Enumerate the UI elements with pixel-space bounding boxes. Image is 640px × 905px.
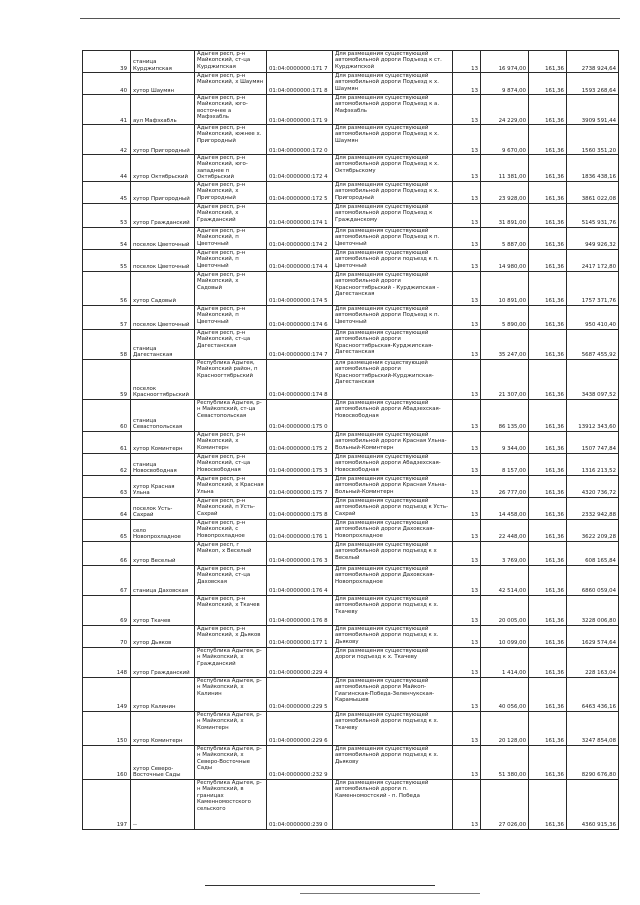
top-rule (80, 18, 620, 19)
table-row (83, 625, 619, 647)
address: Адыгея респ, р-н Майкопский, юго-восточнее а Мафэхабль (195, 95, 267, 125)
amount-value: 5687 455,92 (567, 329, 619, 359)
row-number: 64 (83, 497, 131, 519)
rate-value: 161,36 (529, 95, 567, 125)
cadastral-number: 01:04:0000000:174 6 (267, 305, 333, 329)
cadastral-number: 01:04:0000000:174 7 (267, 329, 333, 359)
area-value: 35 247,00 (481, 329, 529, 359)
address: Республика Адыгея, р-н Майкопский, х Гражданский (195, 647, 267, 677)
permitted-use: Для размещения существующей автомобильной дороги Подъезд к х. Шаумян (333, 73, 453, 95)
locality-name: хутор Октябрьский (131, 155, 195, 182)
cadastral-number: 01:04:0000000:174 2 (267, 227, 333, 249)
rate-value: 161,36 (529, 271, 567, 305)
area-value: 11 381,00 (481, 155, 529, 182)
locality-name: хутор Коминтерн (131, 711, 195, 745)
permitted-use: Для размещения существующей автомобильной дороги п. Каменномостский - п. Победа (333, 779, 453, 829)
cadastral-number: 01:04:0000000:175 7 (267, 475, 333, 497)
table-row (83, 329, 619, 359)
rate-value: 161,36 (529, 565, 567, 595)
category-code: 13 (453, 475, 481, 497)
row-number: 39 (83, 51, 131, 73)
category-code: 13 (453, 73, 481, 95)
rate-value: 161,36 (529, 711, 567, 745)
rate-value: 161,36 (529, 73, 567, 95)
cadastral-number: 01:04:0000000:229 4 (267, 647, 333, 677)
cadastral-number: 01:04:0000000:176 4 (267, 565, 333, 595)
permitted-use: Для размещения существующей автомобильной дороги Даховская-Новопрохладное (333, 519, 453, 541)
locality-name: село Новопрохладное (131, 519, 195, 541)
category-code: 13 (453, 125, 481, 155)
amount-value: 6463 436,16 (567, 677, 619, 711)
row-number: 69 (83, 595, 131, 625)
category-code: 13 (453, 249, 481, 271)
address: Адыгея респ, р-н Майкопский, х Гражданский (195, 203, 267, 227)
row-number: 160 (83, 745, 131, 779)
rate-value: 161,36 (529, 541, 567, 565)
amount-value: 1836 438,16 (567, 155, 619, 182)
rate-value: 161,36 (529, 227, 567, 249)
rate-value: 161,36 (529, 399, 567, 431)
table-row (83, 745, 619, 779)
area-value: 27 026,00 (481, 779, 529, 829)
cadastral-number: 01:04:0000000:171 7 (267, 51, 333, 73)
amount-value: 5145 931,76 (567, 203, 619, 227)
permitted-use: Для размещения существующей автомобильной дороги Подъезд к х. Октябрьскому (333, 155, 453, 182)
area-value: 14 980,00 (481, 249, 529, 271)
area-value: 24 229,00 (481, 95, 529, 125)
locality-name: хутор Ткачев (131, 595, 195, 625)
table-body (83, 51, 619, 830)
amount-value: 228 163,04 (567, 647, 619, 677)
address: Адыгея респ, р-н Майкопский, ст-ца Дагестанская (195, 329, 267, 359)
area-value: 21 307,00 (481, 359, 529, 399)
category-code: 13 (453, 51, 481, 73)
area-value: 51 380,00 (481, 745, 529, 779)
category-code: 13 (453, 519, 481, 541)
cadastral-number: 01:04:0000000:174 4 (267, 249, 333, 271)
rate-value: 161,36 (529, 453, 567, 475)
cadastral-number: 01:04:0000000:174 5 (267, 271, 333, 305)
cadastral-number: 01:04:0000000:174 1 (267, 203, 333, 227)
amount-value: 3909 591,44 (567, 95, 619, 125)
permitted-use: Для размещения существующей автомобильной дороги подъезд к х Веселый (333, 541, 453, 565)
rate-value: 161,36 (529, 745, 567, 779)
address: Адыгея респ, р-н Майкопский, х Шаумян (195, 73, 267, 95)
address: Адыгея респ, р-н Майкопский, х Дьяков (195, 625, 267, 647)
address: Республика Адыгея, р-н Майкопский, х Калинин (195, 677, 267, 711)
locality-name: поселок Красноогтябрьский (131, 359, 195, 399)
rate-value: 161,36 (529, 625, 567, 647)
locality-name: станица Курджипская (131, 51, 195, 73)
rate-value: 161,36 (529, 181, 567, 203)
amount-value: 4360 915,36 (567, 779, 619, 829)
area-value: 9 874,00 (481, 73, 529, 95)
cadastral-number: 01:04:0000000:172 0 (267, 125, 333, 155)
row-number: 67 (83, 565, 131, 595)
area-value: 16 974,00 (481, 51, 529, 73)
table-row (83, 227, 619, 249)
area-value: 3 769,00 (481, 541, 529, 565)
amount-value: 4320 736,72 (567, 475, 619, 497)
cadastral-number: 01:04:0000000:175 0 (267, 399, 333, 431)
address: Адыгея респ, р-н Майкопский, х Садовый (195, 271, 267, 305)
amount-value: 1757 371,76 (567, 271, 619, 305)
table-row (83, 647, 619, 677)
cadastral-number: 01:04:0000000:177 1 (267, 625, 333, 647)
row-number: 149 (83, 677, 131, 711)
rate-value: 161,36 (529, 125, 567, 155)
locality-name: хутор Шаумян (131, 73, 195, 95)
amount-value: 1316 213,52 (567, 453, 619, 475)
cadastral-number: 01:04:0000000:171 9 (267, 95, 333, 125)
area-value: 26 777,00 (481, 475, 529, 497)
cadastral-number: 01:04:0000000:175 2 (267, 431, 333, 453)
amount-value: 950 410,40 (567, 305, 619, 329)
table-row (83, 431, 619, 453)
row-number: 60 (83, 399, 131, 431)
permitted-use: Для размещения существующей автомобильной дороги подъезд к х. Ткачеву (333, 595, 453, 625)
amount-value: 2332 942,88 (567, 497, 619, 519)
rate-value: 161,36 (529, 203, 567, 227)
row-number: 61 (83, 431, 131, 453)
rate-value: 161,36 (529, 519, 567, 541)
permitted-use: Для размещения существующей автомобильной дороги Красная Ульна-Вольный-Коминтерн (333, 475, 453, 497)
table-row (83, 359, 619, 399)
area-value: 10 099,00 (481, 625, 529, 647)
address: Адыгея респ, р-н Майкопский, п Усть-Сахрай (195, 497, 267, 519)
address: Адыгея респ, р-н Майкопский, ст-ца Новосвободная (195, 453, 267, 475)
permitted-use: Для размещения существующей автомобильной дороги Подъезд к Гражданскому (333, 203, 453, 227)
cadastral-number: 01:04:0000000:176 3 (267, 541, 333, 565)
amount-value: 949 926,32 (567, 227, 619, 249)
area-value: 40 056,00 (481, 677, 529, 711)
cadastral-number: 01:04:0000000:229 6 (267, 711, 333, 745)
address: Адыгея респ, р-н Майкопский, п Цветочный (195, 227, 267, 249)
table-row (83, 565, 619, 595)
amount-value: 2738 924,64 (567, 51, 619, 73)
locality-name: поселок Цветочный (131, 249, 195, 271)
table-row (83, 155, 619, 182)
category-code: 13 (453, 677, 481, 711)
area-value: 20 005,00 (481, 595, 529, 625)
row-number: 59 (83, 359, 131, 399)
table-row (83, 519, 619, 541)
row-number: 45 (83, 181, 131, 203)
address: Республика Адыгея, р-н Майкопский, х Северо-Восточные Сады (195, 745, 267, 779)
address: Адыгея респ, р-н Майкопский, п Цветочный (195, 305, 267, 329)
category-code: 13 (453, 203, 481, 227)
row-number: 54 (83, 227, 131, 249)
amount-value: 3228 006,80 (567, 595, 619, 625)
locality-name: хутор Северо-Восточные Сады (131, 745, 195, 779)
locality-name: хутор Пригородный (131, 125, 195, 155)
area-value: 10 891,00 (481, 271, 529, 305)
amount-value: 1629 574,64 (567, 625, 619, 647)
locality-name: аул Мафэхабль (131, 95, 195, 125)
address: Адыгея респ, р-н Майкопский, ст-ца Даховская (195, 565, 267, 595)
row-number: 42 (83, 125, 131, 155)
locality-name: хутор Гражданский (131, 647, 195, 677)
amount-value: 3247 854,08 (567, 711, 619, 745)
permitted-use: Для размещения существующей автомобильной дороги подъезд к х. Дьякову (333, 745, 453, 779)
area-value: 5 887,00 (481, 227, 529, 249)
address: Адыгея респ, р-н Майкопский, х Красная Ульна (195, 475, 267, 497)
category-code: 13 (453, 497, 481, 519)
area-value: 20 128,00 (481, 711, 529, 745)
row-number: 56 (83, 271, 131, 305)
rate-value: 161,36 (529, 305, 567, 329)
address: Адыгея респ, р-н Майкопский, х Коминтерн (195, 431, 267, 453)
permitted-use: Для размещения существующей автомобильной дороги Даховская-Новопрохладное (333, 565, 453, 595)
locality-name: хутор Коминтерн (131, 431, 195, 453)
cadastral-number: 01:04:0000000:232 9 (267, 745, 333, 779)
address: Республика Адыгея, Майкопский район, п Красноогтябрьский (195, 359, 267, 399)
category-code: 13 (453, 155, 481, 182)
category-code: 13 (453, 305, 481, 329)
permitted-use: Для размещения существующей автомобильной дороги Подъезд к п. Цветочный (333, 305, 453, 329)
land-plots-table (82, 50, 619, 830)
cadastral-number: 01:04:0000000:229 5 (267, 677, 333, 711)
cadastral-number: 01:04:0000000:172 5 (267, 181, 333, 203)
category-code: 13 (453, 541, 481, 565)
category-code: 13 (453, 625, 481, 647)
address: Адыгея респ, р-н Майкопский, ст-ца Курджипская (195, 51, 267, 73)
category-code: 13 (453, 745, 481, 779)
locality-name: хутор Веселый (131, 541, 195, 565)
address: Республика Адыгея, р-н Майкопский, в границах Каменномостского сельского (195, 779, 267, 829)
rate-value: 161,36 (529, 677, 567, 711)
address: Адыгея респ, р-н Майкопский, с Новопрохладное (195, 519, 267, 541)
locality-name: хутор Дьяков (131, 625, 195, 647)
cadastral-number: 01:04:0000000:171 8 (267, 73, 333, 95)
category-code: 13 (453, 399, 481, 431)
permitted-use: Для размещения существующей автомобильной дороги подъезд к п. Цветочный (333, 249, 453, 271)
table-row (83, 51, 619, 73)
permitted-use: Для размещения существующей дороги подъезд к х. Ткачеву (333, 647, 453, 677)
area-value: 14 458,00 (481, 497, 529, 519)
permitted-use: Для размещения существующей автомобильной дороги подъезд к Усть-Сахрай (333, 497, 453, 519)
table-row (83, 95, 619, 125)
table-row (83, 475, 619, 497)
amount-value: 8290 676,80 (567, 745, 619, 779)
amount-value: 3861 022,08 (567, 181, 619, 203)
locality-name: поселок Цветочный (131, 305, 195, 329)
row-number: 70 (83, 625, 131, 647)
cadastral-number: 01:04:0000000:239 0 (267, 779, 333, 829)
row-number: 65 (83, 519, 131, 541)
locality-name: хутор Красная Ульна (131, 475, 195, 497)
permitted-use: Для размещения существующей автомобильной дороги Подъезд к х. Пригородный (333, 181, 453, 203)
address: Адыгея респ, р-н Майкопский, юго-западнее п Октябрьский (195, 155, 267, 182)
category-code: 13 (453, 711, 481, 745)
permitted-use: Для размещения существующей автомобильной дороги Подъезд к п. Цветочный (333, 227, 453, 249)
amount-value: 2417 172,80 (567, 249, 619, 271)
permitted-use: Для размещения существующей автомобильной дороги Абадзехская-Новосвободная (333, 399, 453, 431)
row-number: 57 (83, 305, 131, 329)
rate-value: 161,36 (529, 647, 567, 677)
rate-value: 161,36 (529, 595, 567, 625)
row-number: 148 (83, 647, 131, 677)
area-value: 9 344,00 (481, 431, 529, 453)
cadastral-number: 01:04:0000000:174 8 (267, 359, 333, 399)
row-number: 66 (83, 541, 131, 565)
table-row (83, 125, 619, 155)
amount-value: 1507 747,84 (567, 431, 619, 453)
category-code: 13 (453, 271, 481, 305)
area-value: 86 135,00 (481, 399, 529, 431)
locality-name: станица Даховская (131, 565, 195, 595)
rate-value: 161,36 (529, 475, 567, 497)
locality-name: хутор Садовый (131, 271, 195, 305)
permitted-use: Для размещения существующей автомобильной дороги подъезд к х. Дьякову (333, 625, 453, 647)
table-row (83, 541, 619, 565)
cadastral-number: 01:04:0000000:172 4 (267, 155, 333, 182)
row-number: 197 (83, 779, 131, 829)
amount-value: 3438 097,52 (567, 359, 619, 399)
permitted-use: Для размещения существующей автомобильной дороги Майкоп-Гиагинская-Победа-Зеленчукская-Карамышев (333, 677, 453, 711)
table-row (83, 305, 619, 329)
table-row (83, 779, 619, 829)
table-row (83, 711, 619, 745)
area-value: 1 414,00 (481, 647, 529, 677)
category-code: 13 (453, 181, 481, 203)
rate-value: 161,36 (529, 779, 567, 829)
locality-name: поселок Цветочный (131, 227, 195, 249)
permitted-use: Для размещения существующей автомобильной дороги Подъезд к а. Мафэхабль (333, 95, 453, 125)
row-number: 53 (83, 203, 131, 227)
table-row (83, 677, 619, 711)
rate-value: 161,36 (529, 51, 567, 73)
category-code: 13 (453, 453, 481, 475)
address: Республика Адыгея, р-н Майкопский, ст-ца Севастопольская (195, 399, 267, 431)
locality-name: поселок Усть-Сахрай (131, 497, 195, 519)
category-code: 13 (453, 647, 481, 677)
permitted-use: Для размещения существующей автомобильной дороги Красная Ульна-Вольный-Коминтерн (333, 431, 453, 453)
address: Адыгея респ, г Майкоп, х Веселый (195, 541, 267, 565)
locality-name: хутор Гражданский (131, 203, 195, 227)
row-number: 55 (83, 249, 131, 271)
table-row (83, 249, 619, 271)
footer-rule-2 (300, 893, 480, 894)
category-code: 13 (453, 359, 481, 399)
table-row (83, 497, 619, 519)
amount-value: 13912 343,60 (567, 399, 619, 431)
amount-value: 6860 059,04 (567, 565, 619, 595)
locality-name: -- (131, 779, 195, 829)
category-code: 13 (453, 595, 481, 625)
area-value: 31 891,00 (481, 203, 529, 227)
area-value: 42 514,00 (481, 565, 529, 595)
amount-value: 1560 351,20 (567, 125, 619, 155)
table-row (83, 399, 619, 431)
category-code: 13 (453, 227, 481, 249)
table-row (83, 271, 619, 305)
locality-name: станица Дагестанская (131, 329, 195, 359)
footer-rule (205, 885, 435, 886)
amount-value: 608 165,84 (567, 541, 619, 565)
permitted-use: Для размещения существующей автомобильной дороги Подъезд к ст. Курджипской (333, 51, 453, 73)
area-value: 8 157,00 (481, 453, 529, 475)
permitted-use: для размещения существующей автомобильной дороги Красноогтябрьский-Курджипская-Дагестанская (333, 359, 453, 399)
row-number: 58 (83, 329, 131, 359)
rate-value: 161,36 (529, 249, 567, 271)
amount-value: 1593 268,64 (567, 73, 619, 95)
permitted-use: Для размещения существующей автомобильной дороги подъезд к х. Ткачеву (333, 711, 453, 745)
permitted-use: Для размещения существующей автомобильной дороги Красноогтябрьский - Курджипская - Дагестанская (333, 271, 453, 305)
category-code: 13 (453, 95, 481, 125)
rate-value: 161,36 (529, 359, 567, 399)
table-row (83, 73, 619, 95)
area-value: 23 928,00 (481, 181, 529, 203)
category-code: 13 (453, 329, 481, 359)
row-number: 150 (83, 711, 131, 745)
locality-name: станица Севастопольская (131, 399, 195, 431)
address: Адыгея респ, р-н Майкопский, х Ткачев (195, 595, 267, 625)
table-row (83, 453, 619, 475)
row-number: 63 (83, 475, 131, 497)
row-number: 40 (83, 73, 131, 95)
table-row (83, 181, 619, 203)
rate-value: 161,36 (529, 329, 567, 359)
cadastral-number: 01:04:0000000:176 1 (267, 519, 333, 541)
rate-value: 161,36 (529, 155, 567, 182)
cadastral-number: 01:04:0000000:176 8 (267, 595, 333, 625)
area-value: 22 448,00 (481, 519, 529, 541)
address: Адыгея респ, р-н Майкопский, южнее х. Пригородный (195, 125, 267, 155)
category-code: 13 (453, 565, 481, 595)
table-row (83, 203, 619, 227)
address: Республика Адыгея, р-н Майкопский, х Коминтерн (195, 711, 267, 745)
area-value: 5 890,00 (481, 305, 529, 329)
locality-name: хутор Пригородный (131, 181, 195, 203)
cadastral-number: 01:04:0000000:175 8 (267, 497, 333, 519)
row-number: 41 (83, 95, 131, 125)
category-code: 13 (453, 431, 481, 453)
row-number: 44 (83, 155, 131, 182)
address: Адыгея респ, р-н Майкопский, п Цветочный (195, 249, 267, 271)
rate-value: 161,36 (529, 497, 567, 519)
locality-name: хутор Калинин (131, 677, 195, 711)
address: Адыгея респ, р-н Майкопский, х Пригородный (195, 181, 267, 203)
table-row (83, 595, 619, 625)
permitted-use: Для размещения существующей автомобильной дороги Абадзехская-Новосвободная (333, 453, 453, 475)
permitted-use: Для размещения существующей автомобильной дороги Подъезд к х. Шаумян (333, 125, 453, 155)
cadastral-number: 01:04:0000000:175 3 (267, 453, 333, 475)
category-code: 13 (453, 779, 481, 829)
rate-value: 161,36 (529, 431, 567, 453)
permitted-use: Для размещения существующей автомобильной дороги Красноогтябрьская-Курджипская-Дагестанская (333, 329, 453, 359)
amount-value: 3622 209,28 (567, 519, 619, 541)
area-value: 9 670,00 (481, 125, 529, 155)
row-number: 62 (83, 453, 131, 475)
locality-name: станица Новосвободная (131, 453, 195, 475)
